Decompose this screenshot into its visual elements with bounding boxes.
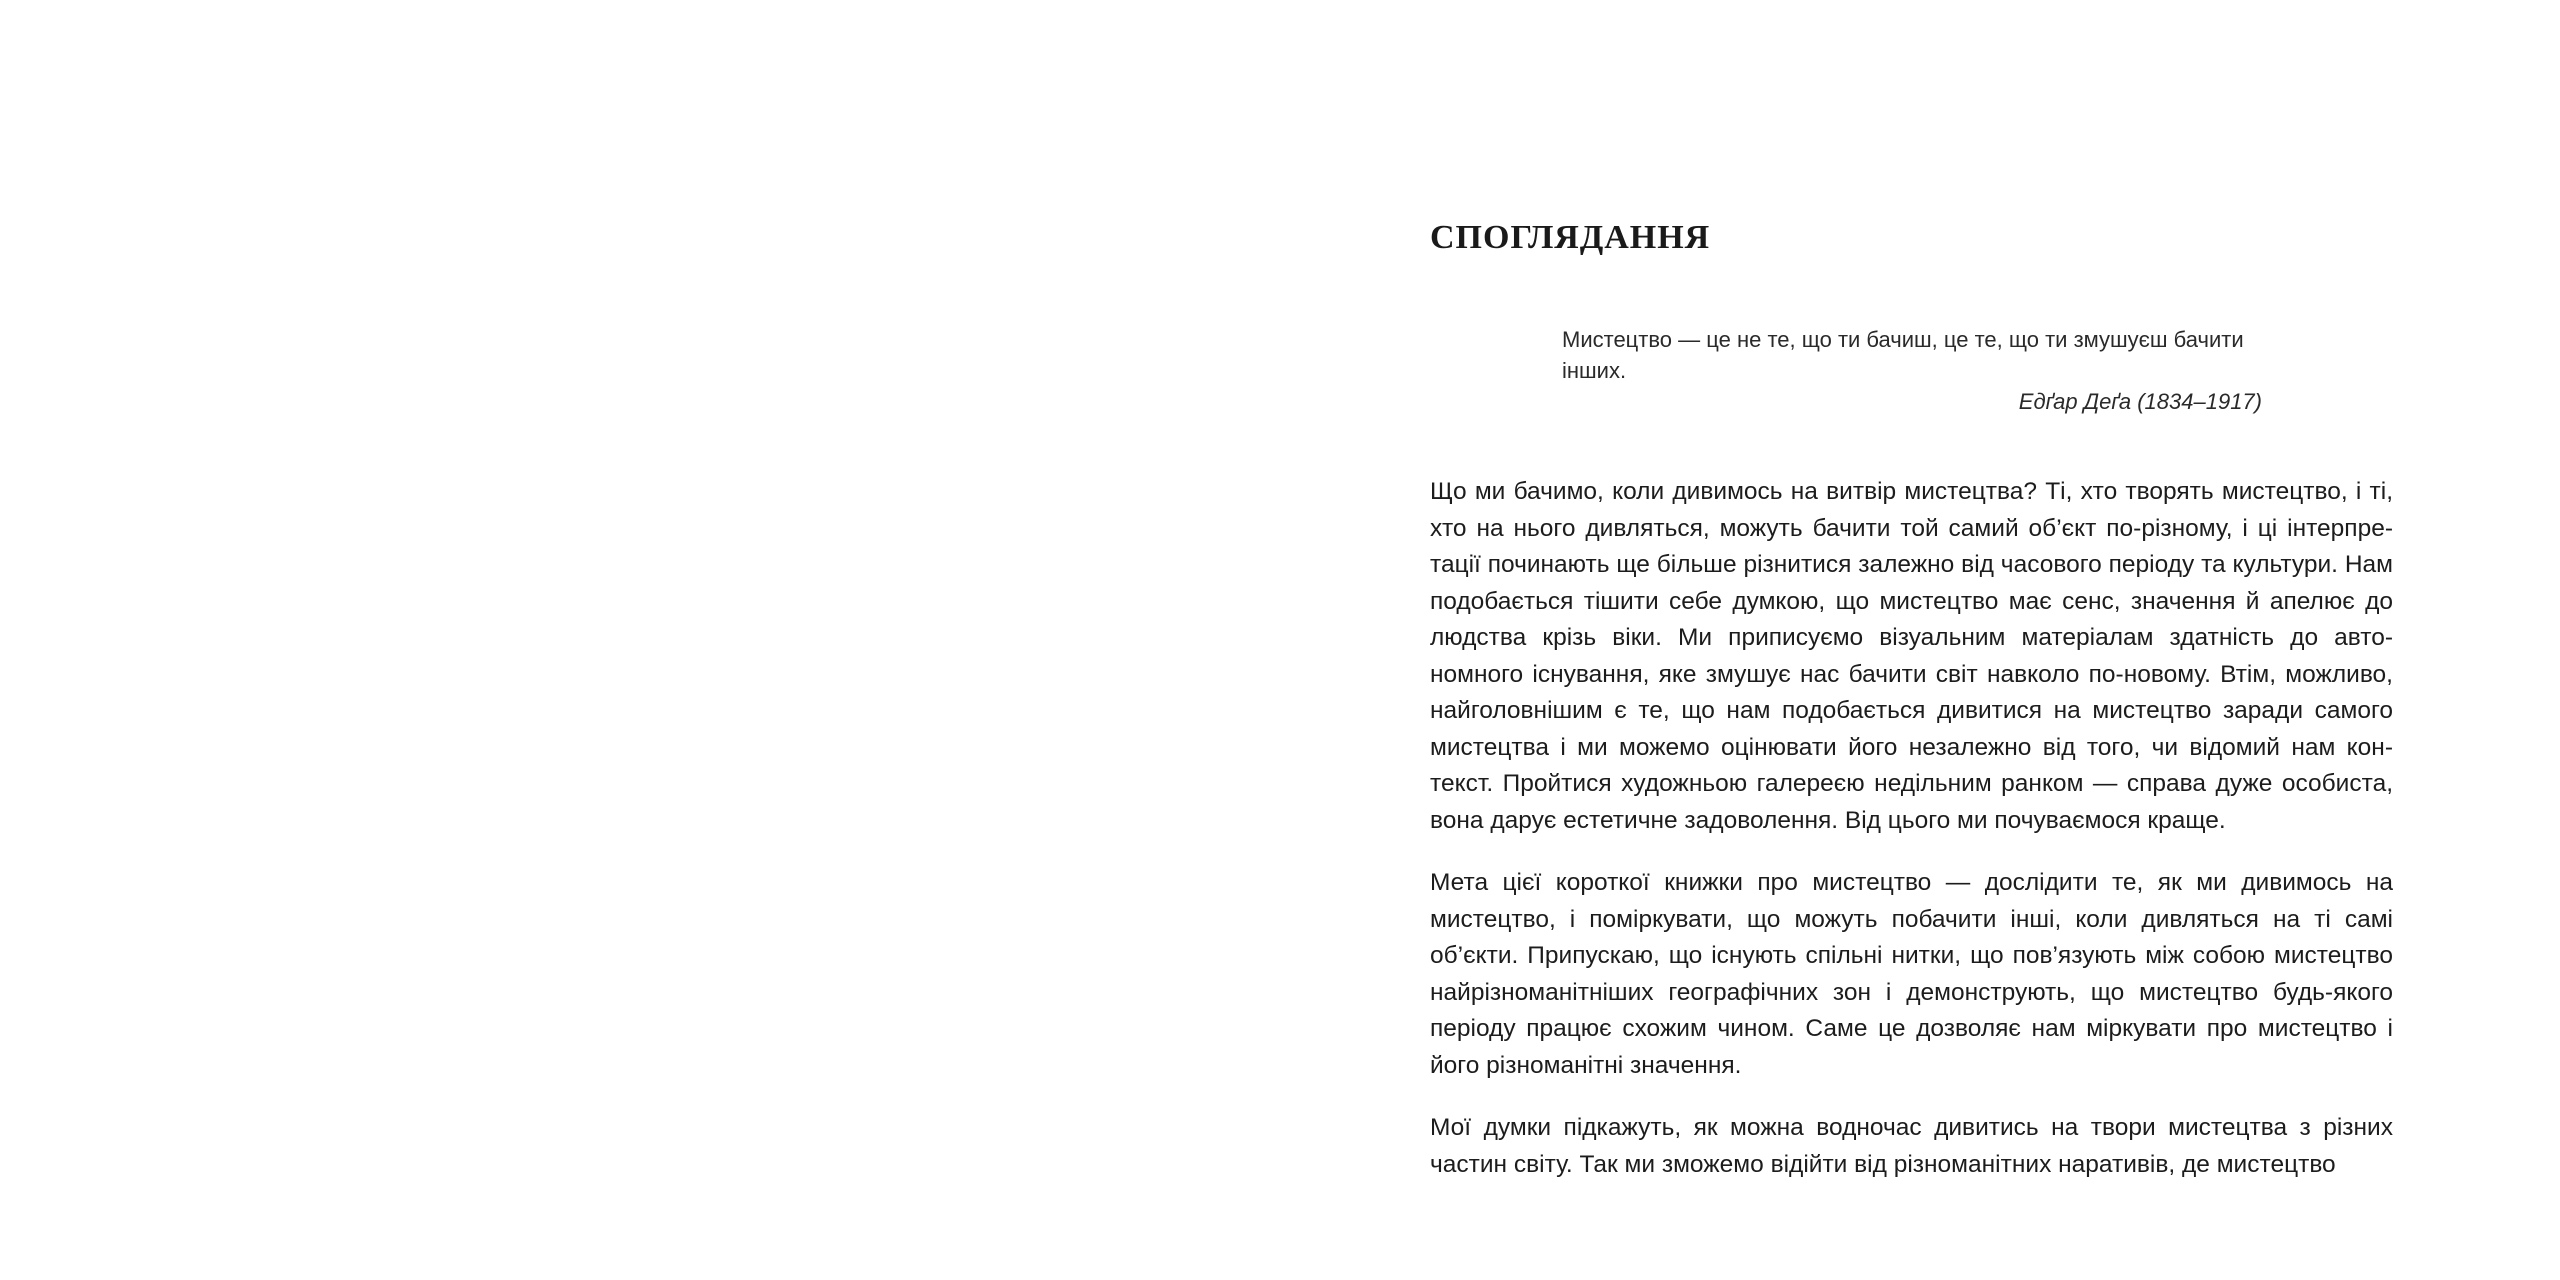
chapter-title: СПОГЛЯДАННЯ bbox=[1430, 219, 1711, 256]
body-text bbox=[1430, 474, 2393, 1209]
epigraph-quote: Мистецтво — це не те, що ти бачиш, це те, що ти змушуєш бачити інших. bbox=[1562, 327, 2244, 383]
epigraph bbox=[1562, 324, 2262, 417]
paragraph-1: Що ми бачимо, коли дивимось на витвір мистецтва? Ті, хто творять мистецтво, і ті, хто на нього дивляться, можуть бачити той самий об’єкт по-різному, і ці інтерпретації починають ще більше різнитися залежно від часового періоду та культури. Нам подобається тішити себе думкою, що мистецтво має сенс, значення й апелює до людства крізь віки. Ми приписуємо візуальним матеріалам здатність до автономного існування, яке змушує нас бачити світ навколо по-новому. Втім, можливо, найголовнішим є те, що нам подобається дивитися на мистецтво заради самого мистецтва і ми можемо оцінювати його незалежно від того, чи відомий нам контекст. Пройтися художньою галереєю недільним ранком — справа дуже особиста, вона дарує естетичне задоволення. Від цього ми почуваємося краще. bbox=[1430, 478, 2393, 834]
paragraph-3: Мої думки підкажуть, як можна водночас дивитись на твори мистецтва з різних частин світу. Так ми зможемо відійти від різноманітних наративів, де мистецтво bbox=[1430, 1114, 2393, 1178]
paragraph-2: Мета цієї короткої книжки про мистецтво — дослідити те, як ми дивимось на мистецтво, і поміркувати, що можуть побачити інші, коли дивляться на ті самі об’єкти. Припускаю, що існують спільні нитки, що пов’язують між собою мистецтво найрізноманітніших географічних зон і демонструють, що мистецтво будь-якого періоду працює схожим чином. Саме це дозволяє нам міркувати про мистецтво і його різноманітні значення. bbox=[1430, 869, 2393, 1079]
epigraph-author: Едґар Деґа (1834–1917) bbox=[2018, 389, 2262, 414]
